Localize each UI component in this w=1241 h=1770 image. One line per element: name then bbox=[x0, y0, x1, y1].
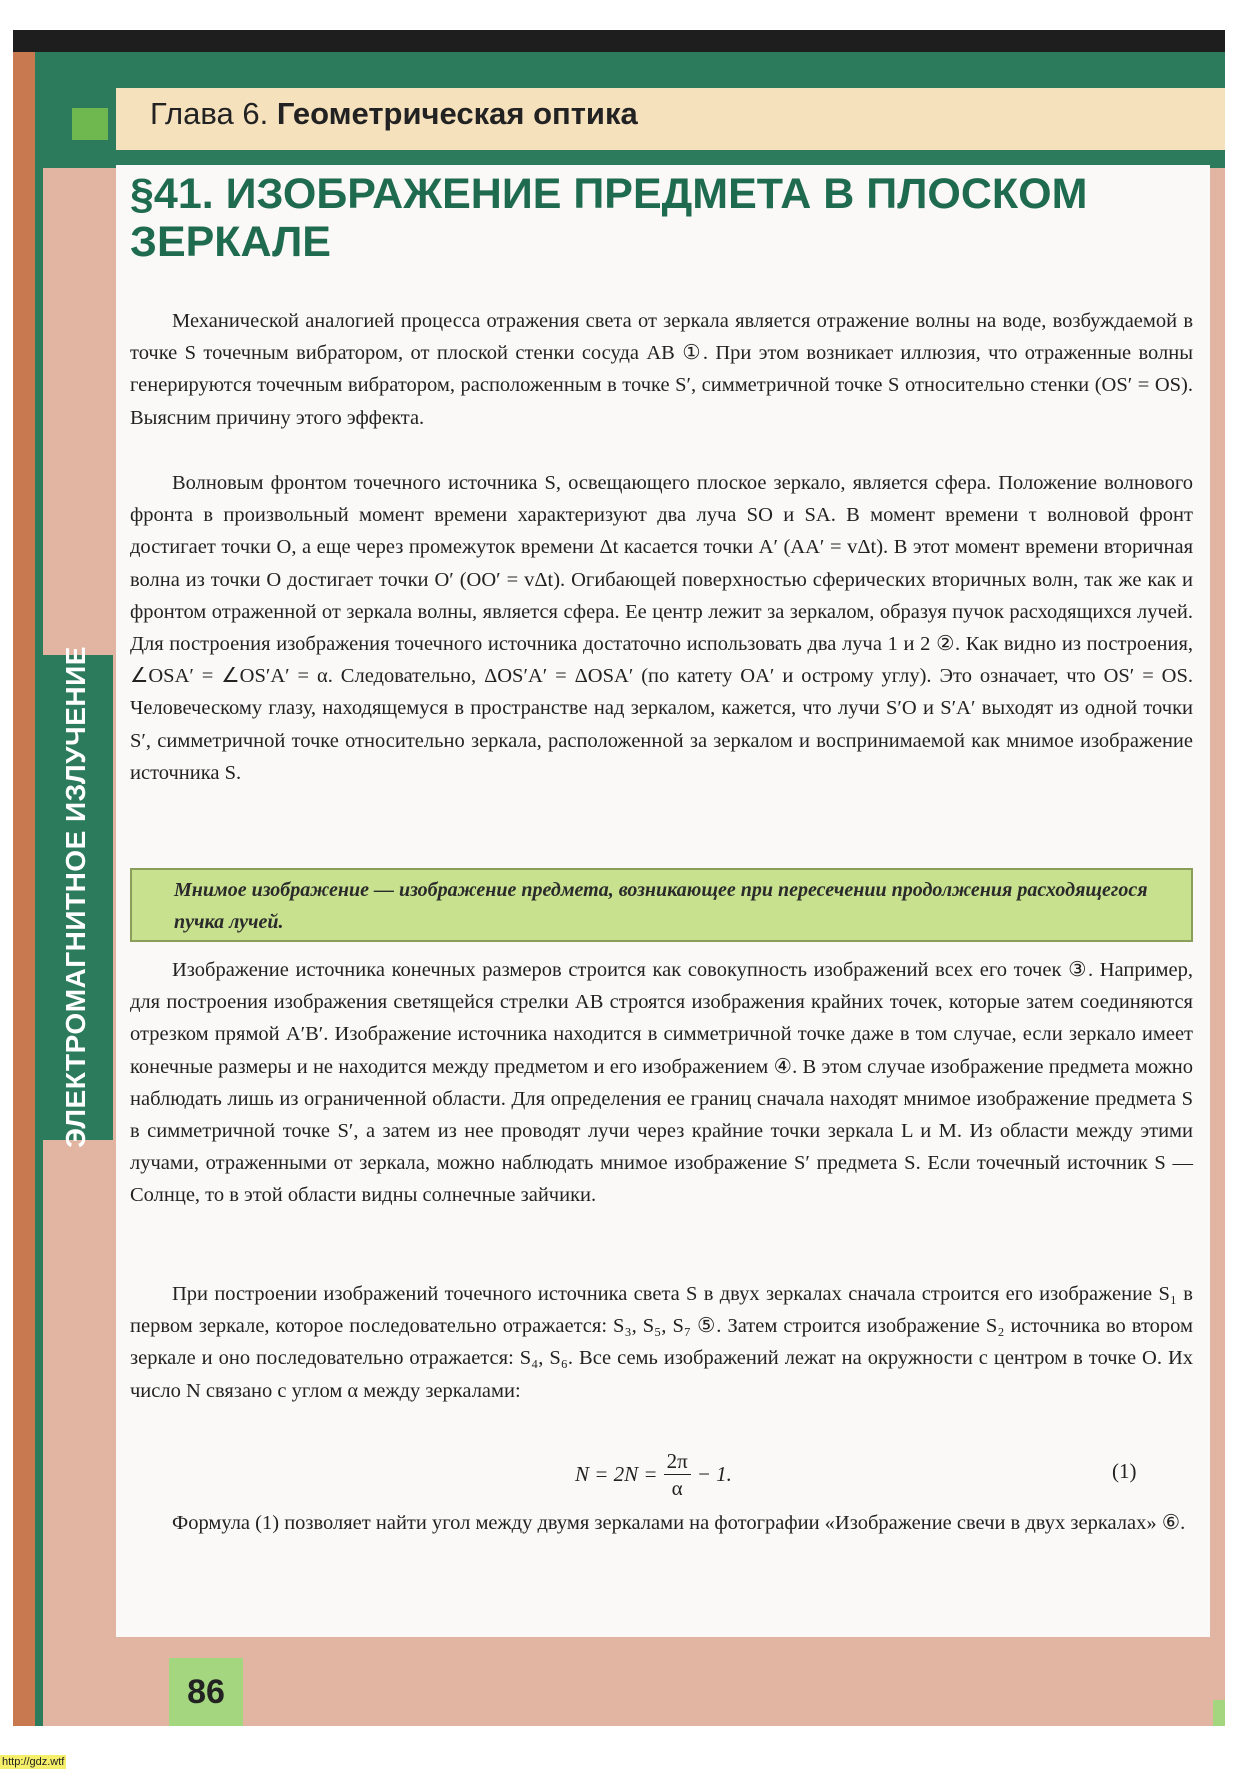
formula bbox=[575, 1448, 732, 1501]
formula-rhs: − 1. bbox=[696, 1462, 732, 1486]
formula-lhs: N = 2N = bbox=[575, 1462, 658, 1486]
chapter-marker-icon bbox=[72, 108, 108, 140]
corner-marker bbox=[1213, 1700, 1225, 1726]
formula-number: (1) bbox=[1112, 1459, 1137, 1483]
scan-edge bbox=[13, 30, 1225, 52]
formula-numerator: 2π bbox=[664, 1448, 691, 1475]
definition-box: Мнимое изображение — изображение предмета, возникающее при пересечении продолжения расходящегося пучка лучей. bbox=[130, 868, 1193, 942]
paragraph-3: Изображение источника конечных размеров строится как совокупность изображений всех его точек ③. Например, для построения изображения светящейся стрелки AB строятся изображения крайних точек, которые затем соединяются отрезком прямой A′B′. Изображение источника находится в симметричной точке даже в том случае, если зеркало имеет конечные размеры и не находится между предметом и его изображением ④. В этом случае изображение предмета можно наблюдать лишь из ограниченной области. Для определения ее границ сначала находят мнимое изображение предмета S в симметричной точке S′, а затем из нее проводят лучи через крайние точки зеркала L и M. Из области между этими лучами, отраженными от зеркала, можно наблюдать мнимое изображение S′ предмета S. Если точечный источник S — Солнце, то в этой области видны солнечные зайчики. bbox=[130, 959, 1193, 1207]
watermark-link[interactable]: http://gdz.wtf bbox=[2, 1756, 65, 1768]
chapter-title bbox=[150, 96, 638, 132]
paragraph-4: При построении изображений точечного источника света S в двух зеркалах сначала строится его изображение S₁ в первом зеркале, которое последовательно отражается: S₃, S₅, S₇ ⑤. Затем строится изображение S₂ источника во втором зеркале и оно последовательно отражается: S₄, S₆. Все семь изображений лежат на окружности с центром в точке O. Их число N связано с углом α между зеркалами: bbox=[130, 1283, 1193, 1402]
page-number: 86 bbox=[169, 1658, 243, 1726]
formula-fraction bbox=[664, 1448, 691, 1501]
paragraph-1: Механической аналогией процесса отражения света от зеркала является отражение волны на воде, возбуждаемой в точке S точечным вибратором, от плоской стенки сосуда AB ①. При этом возникает иллюзия, что отраженные волны генерируются точечным вибратором, расположенным в точке S′, симметричной точке S относительно стенки (OS′ = OS). Выясним причину этого эффекта. bbox=[130, 310, 1193, 429]
paragraph-2: Волновым фронтом точечного источника S, освещающего плоское зеркало, является сфера. Положение волнового фронта в произвольный момент времени характеризуют два луча SO и SA. В момент времени τ волновой фронт достигает точки O, а еще через промежуток времени Δt касается точки A′ (AA′ = vΔt). В этот момент времени вторичная волна из точки O достигает точки O′ (OO′ = vΔt). Огибающей поверхностью сферических вторичных волн, так же как и фронтом отраженной от зеркала волны, является сфера. Ее центр лежит за зеркалом, образуя пучок расходящихся лучей. Для построения изображения точечного источника достаточно использовать два луча 1 и 2 ②. Как видно из построения, ∠OSA′ = ∠OS′A′ = α. Следовательно, ΔOS′A′ = ΔOSA′ (по катету OA′ и острому углу). Это означает, что OS′ = OS. Человеческому глазу, находящемуся в пространстве над зеркалом, кажется, что лучи S′O и S′A′ выходят из одной точки S′, симметричной точке относительно зеркала, расположенной за зеркалом и воспринимаемой как мнимое изображение источника S. bbox=[130, 472, 1193, 784]
paragraph-5: Формула (1) позволяет найти угол между двумя зеркалами на фотографии «Изображение свечи в двух зеркалах» ⑥. bbox=[172, 1512, 1186, 1534]
chapter-name: Геометрическая оптика bbox=[276, 96, 638, 131]
formula-denominator: α bbox=[671, 1476, 683, 1500]
sidebar-label: ЭЛЕКТРОМАГНИТНОЕ ИЗЛУЧЕНИЕ bbox=[60, 646, 91, 1148]
section-title: §41. ИЗОБРАЖЕНИЕ ПРЕДМЕТА В ПЛОСКОМ ЗЕРКАЛЕ bbox=[130, 170, 1088, 266]
page-spine bbox=[13, 52, 35, 1726]
chapter-prefix: Глава 6. bbox=[150, 96, 269, 131]
